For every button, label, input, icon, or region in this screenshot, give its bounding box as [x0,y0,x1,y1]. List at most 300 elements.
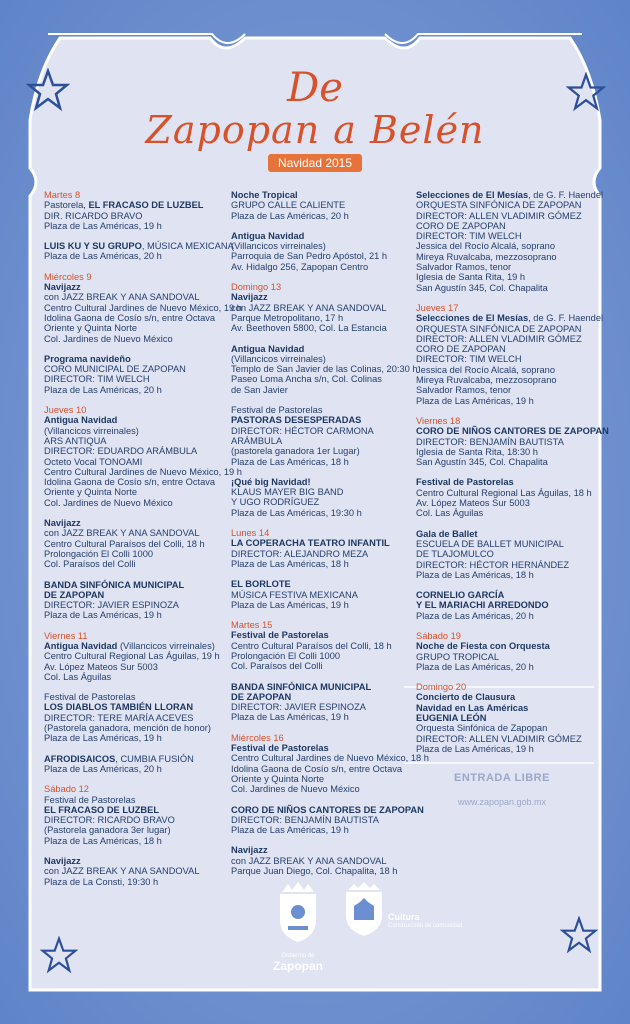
event-text: (Pastorela ganadora 3er lugar) [44,825,171,836]
event-line [416,641,596,651]
event-text: Antigua Navidad [231,343,305,354]
event-line [416,652,596,662]
event-line [44,334,224,344]
event-line [416,744,596,754]
title-main: Zapopan a Belén [145,108,485,152]
website-link[interactable]: www.zapopan.gob.mx [457,797,547,807]
event-line [416,539,596,549]
program-event [416,590,596,621]
program-event [44,784,224,846]
event-line [44,590,224,600]
program-event [231,528,407,569]
program-event [44,692,224,743]
event-text: Noche Tropical [231,190,298,200]
event-text: Antigua Navidad [231,230,305,241]
event-line [44,713,224,723]
event-date [416,682,596,692]
event-line [231,200,407,210]
event-line [231,702,407,712]
event-text: Av. Beethoven 5800, Col. La Estancia [231,323,387,334]
program-event [44,856,224,887]
event-text: LA COPERACHA TEATRO INFANTIL [231,538,390,549]
event-line [44,825,224,835]
program-column-2 [231,190,429,886]
program-column-1 [44,190,242,897]
event-text: DIRECTOR: EDUARDO ARÁMBULA [44,446,198,457]
event-line [44,436,224,446]
program-event [231,282,407,333]
event-text: Antigua Navidad [44,415,118,426]
event-text: Col. Paraísos del Colli [44,559,136,570]
event-line [44,866,224,876]
program-event [44,190,224,231]
event-text: (Villancicos virreinales) [231,353,326,364]
event-line [416,703,596,713]
event-line [231,497,407,507]
event-line [231,292,407,302]
event-text: Centro Cultural Paraísos del Colli, 18 h [44,538,205,549]
event-date [44,631,224,641]
event-text: Navijazz [44,282,81,293]
event-line [231,241,407,251]
event-text: DE TLAJOMULCO [416,549,494,560]
event-line [416,529,596,539]
event-line [231,190,407,200]
event-text: con JAZZ BREAK Y ANA SANDOVAL [44,292,200,303]
program-event [231,732,429,795]
event-text: de San Javier [231,384,288,395]
event-line [416,549,596,559]
event-text: EL FRACASO DE LUZBEL [88,200,204,211]
event-line [416,221,596,231]
event-text: ORQUESTA SINFÓNICA DE ZAPOPAN [416,323,582,334]
event-line [44,672,224,682]
event-line [416,498,596,508]
event-text: Festival de Pastorelas [44,692,136,703]
event-line [44,549,224,559]
event-text: ARS ANTIQUA [44,435,107,446]
event-text: Av. López Mateos Sur 5003 [416,498,530,509]
event-line [44,723,224,733]
event-line [231,825,407,835]
program-column-3 [416,190,609,764]
event-line [231,385,407,395]
program-event [44,580,224,621]
event-line [44,211,224,221]
event-text: Plaza de Las Américas, 19:30 h [231,507,362,518]
event-line [44,221,224,231]
event-line [231,549,407,559]
event-text: (Pastorela ganadora, mención de honor) [44,723,211,734]
event-line [231,303,407,313]
event-text: Plaza de Las Américas, 19 h [231,712,349,723]
event-date [416,303,596,313]
event-text: Centro Cultural Jardines de Nuevo México, 19 h [44,466,242,477]
event-text: Navijazz [44,518,81,529]
event-line [44,764,224,774]
event-line [416,457,596,467]
event-text: Col. Jardines de Nuevo México [44,497,173,508]
entrada-libre: ENTRADA LIBRE [454,772,550,784]
event-text: Festival de Pastorelas [416,477,514,488]
event-date [44,784,224,794]
event-text: CORO MUNICIPAL DE ZAPOPAN [44,364,186,375]
event-text: Mireya Ruvalcaba, mezzosoprano [416,375,557,386]
event-text: Plaza de Las Américas, 20 h [44,763,162,774]
event-line [416,477,596,487]
event-text: Selecciones de El Mesías [416,190,529,200]
event-text: Plaza de Las Américas, 19 h [416,743,534,754]
event-line [416,241,596,251]
event-line [44,702,224,712]
event-line [416,344,596,354]
event-text: DIRECTOR: HÉCTOR HERNÁNDEZ [416,559,570,570]
event-text: KLAUS MAYER BIG BAND [231,487,344,498]
event-text: Festival de Pastorelas [44,794,136,805]
event-text: San Agustín 345, Col. Chapalita [416,282,548,293]
event-text: (Villancicos virreinales) [44,425,139,436]
event-text: DIRECTOR: HÉCTOR CARMONA [231,425,374,436]
event-text: Oriente y Quinta Norte [44,487,138,498]
event-text: CORO DE ZAPOPAN [416,220,506,231]
event-text: LOS DIABLOS TAMBIÉN LLORAN [44,702,194,713]
program-event [231,620,407,671]
event-line [44,487,224,497]
cultura-label: Cultura [388,912,420,922]
event-text: DIRECTOR: RICARDO BRAVO [44,815,175,826]
event-line [416,231,596,241]
event-text: Centro Cultural Paraísos del Colli, 18 h [231,640,392,651]
event-line [231,743,407,753]
event-text: Plaza de Las Américas, 20 h [44,384,162,395]
event-text: Programa navideño [44,353,131,364]
event-line [44,364,224,374]
event-text: Domingo 20 [416,682,467,693]
event-line [416,262,596,272]
event-text: DIRECTOR: ALEJANDRO MEZA [231,548,369,559]
program-event [416,631,596,672]
event-date [44,272,224,282]
program-event [231,579,407,610]
event-line [416,723,596,733]
event-line [44,385,224,395]
event-text: DIRECTOR: TIM WELCH [416,231,522,242]
event-text: Iglesia de Santa Rita, 19 h [416,272,526,283]
event-text: Salvador Ramos, tenor [416,385,512,396]
event-line [231,457,407,467]
event-text: DIRECTOR: JAVIER ESPINOZA [231,702,366,713]
event-line [231,487,407,497]
event-line [416,283,596,293]
event-line [416,692,596,702]
event-line [416,600,596,610]
event-text: Miércoles 16 [231,732,284,743]
event-text: Plaza de Las Américas, 20 h [231,210,349,221]
event-line [231,231,407,241]
event-line [231,559,407,569]
event-line [231,364,418,375]
event-text: Plaza de Las Américas, 18 h [416,569,534,580]
event-text: ORQUESTA SINFÓNICA DE ZAPOPAN [416,200,582,211]
poster-title [0,65,630,172]
event-text: Plaza de Las Américas, 19 h [44,733,162,744]
event-line [44,662,224,672]
event-text: Plaza de Las Américas, 18 h [44,835,162,846]
coat-of-arms-icon [274,882,322,946]
event-line [44,856,224,866]
event-text: Navijazz [231,292,268,303]
event-text: Orquesta Sinfónica de Zapopan [416,723,548,734]
event-text: LUIS KU Y SU GRUPO [44,241,142,252]
event-line [231,651,407,661]
event-line [231,446,407,456]
event-text: Av. López Mateos Sur 5003 [44,661,158,672]
event-text: Centro Cultural Regional Las Águilas, 18 h [416,487,592,498]
event-text: CORO DE ZAPOPAN [416,344,506,355]
event-line [416,252,596,262]
event-text: Oriente y Quinta Norte [44,323,138,334]
event-text: Y EL MARIACHI ARREDONDO [416,600,549,611]
event-text: Plaza de Las Américas, 18 h [231,456,349,467]
event-text: DIRECTOR: TIM WELCH [44,374,150,385]
program-event [44,754,224,775]
event-line [416,272,596,282]
event-line [416,734,596,744]
event-line [416,570,596,580]
event-line [44,805,224,815]
event-line [44,457,224,467]
event-text: DE ZAPOPAN [231,691,292,702]
event-line [44,651,224,661]
event-line [44,539,224,549]
event-text: Plaza de Las Américas, 18 h [231,558,349,569]
event-line [416,334,596,344]
program-event [416,529,596,580]
event-date [231,733,407,743]
program-event [44,354,224,395]
event-text: GRUPO CALLE CALIENTE [231,200,346,211]
event-line [231,753,429,764]
event-line [231,374,407,384]
event-line [231,313,407,323]
event-line [416,611,596,621]
event-text: DIRECTOR: ALLEN VLADIMIR GÓMEZ [416,733,582,744]
event-text: PASTORAS DESESPERADAS [231,415,362,426]
event-text: ESCUELA DE BALLET MUNICIPAL [416,538,564,549]
gobierno-zapopan-logo [268,882,328,973]
event-text: DIRECTOR: BENJAMÍN BAUTISTA [416,436,564,447]
event-line [44,446,224,456]
event-text: (pastorela ganadora 1er Lugar) [231,446,360,457]
event-text: Plaza de Las Américas, 20 h [416,610,534,621]
event-line [416,590,596,600]
event-line [231,856,407,866]
event-text: Paseo Loma Ancha s/n, Col. Colinas [231,374,382,385]
event-line [44,415,224,425]
event-text: Concierto de Clausura [416,692,516,703]
event-line [231,436,407,446]
event-text: con JAZZ BREAK Y ANA SANDOVAL [231,855,387,866]
event-text: Plaza de Las Américas, 20 h [44,251,162,262]
event-line [416,385,596,395]
event-text: , de G. F. Haendel [528,313,604,324]
event-line [44,292,224,302]
program-event [44,518,224,569]
event-text: Col. Paraísos del Colli [231,661,323,672]
star-icon [560,916,598,954]
event-text: Prolongación El Colli 1000 [231,650,341,661]
cultura-subtitle: Construcción de comunidad [388,923,463,929]
event-text: Idolina Gaona de Cosío s/n, entre Octava [231,763,403,774]
event-text: Sábado 12 [44,784,89,795]
event-line [231,600,407,610]
event-text: BANDA SINFÓNICA MUNICIPAL [231,681,372,692]
event-text: Plaza de Las Américas, 19 h [231,825,349,836]
event-text: Idolina Gaona de Cosío s/n, entre Octava [44,477,216,488]
event-text: con JAZZ BREAK Y ANA SANDOVAL [44,528,200,539]
event-text: Parroquia de San Pedro Apóstol, 21 h [231,251,388,262]
event-line [44,610,224,620]
event-text: Idolina Gaona de Cosío s/n, entre Octava [44,312,216,323]
event-text: Parque Metropolitano, 17 h [231,312,344,323]
event-line [416,190,604,200]
event-text: Viernes 18 [416,415,461,426]
event-text: Centro Cultural Regional Las Águilas, 19 h [44,651,220,662]
program-event [231,190,407,221]
event-line [231,426,407,436]
event-text: Plaza de Las Américas, 19 h [416,395,534,406]
event-text: Centro Cultural Jardines de Nuevo México, 19 h [44,302,242,313]
event-line [231,866,407,876]
event-text: Templo de San Javier de las Colinas, 20:30 h [231,364,418,375]
program-event [416,302,604,406]
event-line [231,323,407,333]
event-line [231,477,407,487]
event-text: Antigua Navidad [44,640,118,651]
event-date [231,528,407,538]
event-text: GRUPO TROPICAL [416,651,500,662]
event-line [231,804,424,815]
event-text: Plaza de Las Américas, 20 h [416,661,534,672]
program-event [231,405,407,467]
event-line [231,764,407,774]
event-line [44,241,234,252]
event-line [231,845,407,855]
event-text: Col. Jardines de Nuevo México [231,784,360,795]
cultura-shield-icon [344,882,384,936]
event-line [44,877,224,887]
event-line [231,590,407,600]
event-text: CORNELIO GARCÍA [416,590,505,601]
event-text: Jueves 17 [416,302,459,313]
event-text: AFRODISAICOS [44,753,116,764]
event-line [44,754,224,764]
event-text: Martes 8 [44,190,81,200]
event-date [231,282,407,292]
event-line [44,580,224,590]
event-text: Gala de Ballet [416,528,478,539]
gobierno-label: Gobierno de [281,953,315,959]
event-date [44,405,224,415]
event-text: Plaza de Las Américas, 19 h [231,599,349,610]
event-line [44,313,224,323]
event-text: Domingo 13 [231,282,282,293]
event-line [231,579,407,589]
program-event [416,477,596,518]
event-text: Plaza de La Consti, 19:30 h [44,876,159,887]
event-date [416,631,596,641]
program-event [416,682,596,754]
event-text: EL FRACASO DE LUZBEL [44,804,160,815]
event-line [231,815,407,825]
event-text: EL BORLOTE [231,579,291,590]
event-line [44,559,224,569]
program-event [44,405,242,508]
event-line [44,733,224,743]
event-text: Lunes 14 [231,528,270,539]
event-text: , CUMBIA FUSIÓN [115,753,194,764]
event-text: Festival de Pastorelas [231,630,329,641]
event-line [231,262,407,272]
event-text: Navijazz [44,856,81,867]
event-line [44,323,224,333]
event-text: con JAZZ BREAK Y ANA SANDOVAL [44,866,200,877]
event-text: Octeto Vocal TONOAMI [44,456,143,467]
event-text: Miércoles 9 [44,271,92,282]
program-event [44,271,242,344]
event-text: EUGENIA LEÓN [416,713,487,724]
event-line [231,641,407,651]
event-line [44,282,224,292]
event-text: Col. Las Águilas [44,671,112,682]
program-event [231,231,407,272]
title-de: De [287,65,343,111]
event-text: DIRECTOR: ALLEN VLADIMIR GÓMEZ [416,210,582,221]
event-text: Festival de Pastorelas [231,743,329,754]
navidad-badge: Navidad 2015 [268,154,362,172]
event-text: ¡Qué big Navidad! [231,476,311,487]
event-line [231,538,407,548]
event-text: Oriente y Quinta Norte [231,773,325,784]
event-line [231,784,407,794]
event-text: MÚSICA FESTIVA MEXICANA [231,589,358,600]
event-line [231,211,407,221]
event-text: Iglesia de Santa Rita, 18:30 h [416,446,538,457]
event-line [44,374,224,384]
event-text: Av. Hidalgo 256, Zapopan Centro [231,261,369,272]
event-text: DIRECTOR: JAVIER ESPINOZA [44,600,179,611]
event-line [231,415,407,425]
event-line [416,396,596,406]
event-text: con JAZZ BREAK Y ANA SANDOVAL [231,302,387,313]
event-line [231,508,407,518]
event-line [44,528,224,538]
event-line [416,662,596,672]
event-line [231,712,407,722]
event-text: Pastorela, [44,200,89,211]
event-text: (Villancicos virreinales) [231,241,326,252]
program-event [231,845,407,876]
event-text: Noche de Fiesta con Orquesta [416,641,550,652]
event-line [416,437,596,447]
event-line [44,477,224,487]
event-text: Jueves 10 [44,405,87,416]
program-event [44,241,234,262]
event-line [44,354,224,364]
event-line [416,375,596,385]
event-line [416,488,596,498]
event-text: ARÁMBULA [231,435,283,446]
